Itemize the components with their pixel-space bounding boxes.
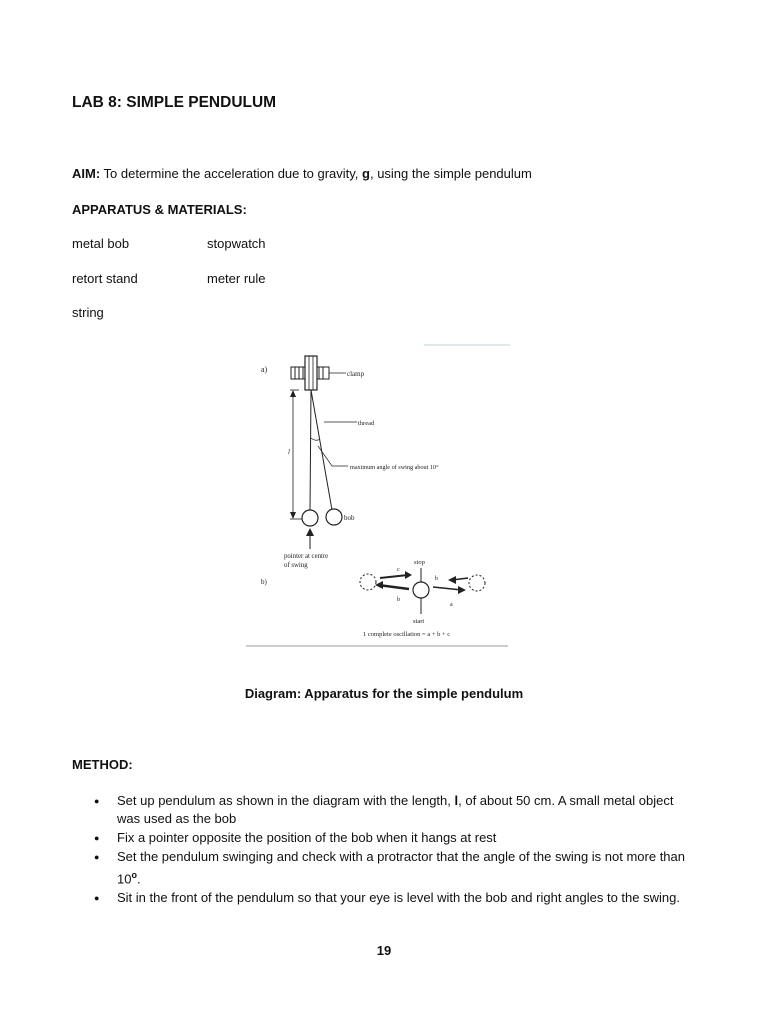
- segment-b-label-left: b: [397, 597, 400, 603]
- pointer-arrow-icon: [306, 528, 314, 549]
- segment-b-label-right: b: [435, 576, 438, 582]
- thread-swung: [311, 390, 332, 510]
- segment-c-label: c: [397, 567, 400, 573]
- length-arrow: [290, 390, 306, 519]
- aim-text-before: To determine the acceleration due to gravity,: [100, 166, 363, 181]
- material-item: meter rule: [207, 271, 266, 286]
- angle-note: maximum angle of swing about 10°: [350, 464, 439, 471]
- apparatus-heading: APPARATUS & MATERIALS:: [72, 202, 247, 217]
- angle-arc: [311, 438, 320, 440]
- clamp-label: clamp: [347, 370, 365, 378]
- bob-swung-icon: [326, 509, 342, 525]
- pendulum-diagram: [244, 342, 512, 650]
- list-item: ● Sit in the front of the pendulum so that your eye is level with the bob and right angles to the swing.: [72, 889, 692, 907]
- bob-right-extreme-icon: [469, 575, 485, 591]
- method-heading: METHOD:: [72, 757, 133, 772]
- list-item: ● Fix a pointer opposite the position of the bob when it hangs at rest: [72, 829, 692, 847]
- aim-text-after: , using the simple pendulum: [369, 166, 532, 181]
- material-item: metal bob: [72, 236, 130, 251]
- aim-symbol-g: g: [362, 166, 370, 181]
- thread-rest: [310, 390, 311, 512]
- bob-left-extreme-icon: [360, 574, 376, 590]
- stop-label: stop: [414, 559, 425, 566]
- list-item: ● Set the pendulum swinging and check with a protractor that the angle of the swing is not more than 10$^o$.: [72, 848, 692, 888]
- oscillation-label: 1 complete oscillation = a + b + c: [363, 631, 451, 638]
- thread-label: thread: [358, 420, 375, 427]
- part-a-label: a): [261, 365, 268, 374]
- clamp-icon: [291, 356, 329, 390]
- material-item: string: [72, 305, 104, 320]
- start-label: start: [413, 618, 425, 625]
- bob-rest-icon: [302, 510, 318, 526]
- pointer-label-line1: pointer at centre: [284, 553, 329, 560]
- part-b-label: b): [261, 578, 267, 586]
- aim-label: AIM:: [72, 166, 101, 181]
- lab-title: LAB 8: SIMPLE PENDULUM: [72, 94, 277, 111]
- list-item: ● Set up pendulum as shown in the diagram with the length, l, of about 50 cm. A small metal object was used as the bob: [72, 792, 692, 828]
- material-item: stopwatch: [207, 236, 266, 251]
- length-symbol: l: [288, 448, 290, 456]
- method-list: [72, 792, 692, 908]
- page-number: 19: [376, 943, 392, 958]
- aim-statement: [72, 166, 532, 181]
- segment-a-label: a: [450, 602, 453, 608]
- bob-centre-icon: [413, 582, 429, 598]
- diagram-caption: Diagram: Apparatus for the simple pendulum: [244, 686, 524, 701]
- material-item: retort stand: [72, 271, 138, 286]
- pointer-label-line2: of swing: [284, 562, 308, 569]
- bob-label: bob: [344, 514, 355, 522]
